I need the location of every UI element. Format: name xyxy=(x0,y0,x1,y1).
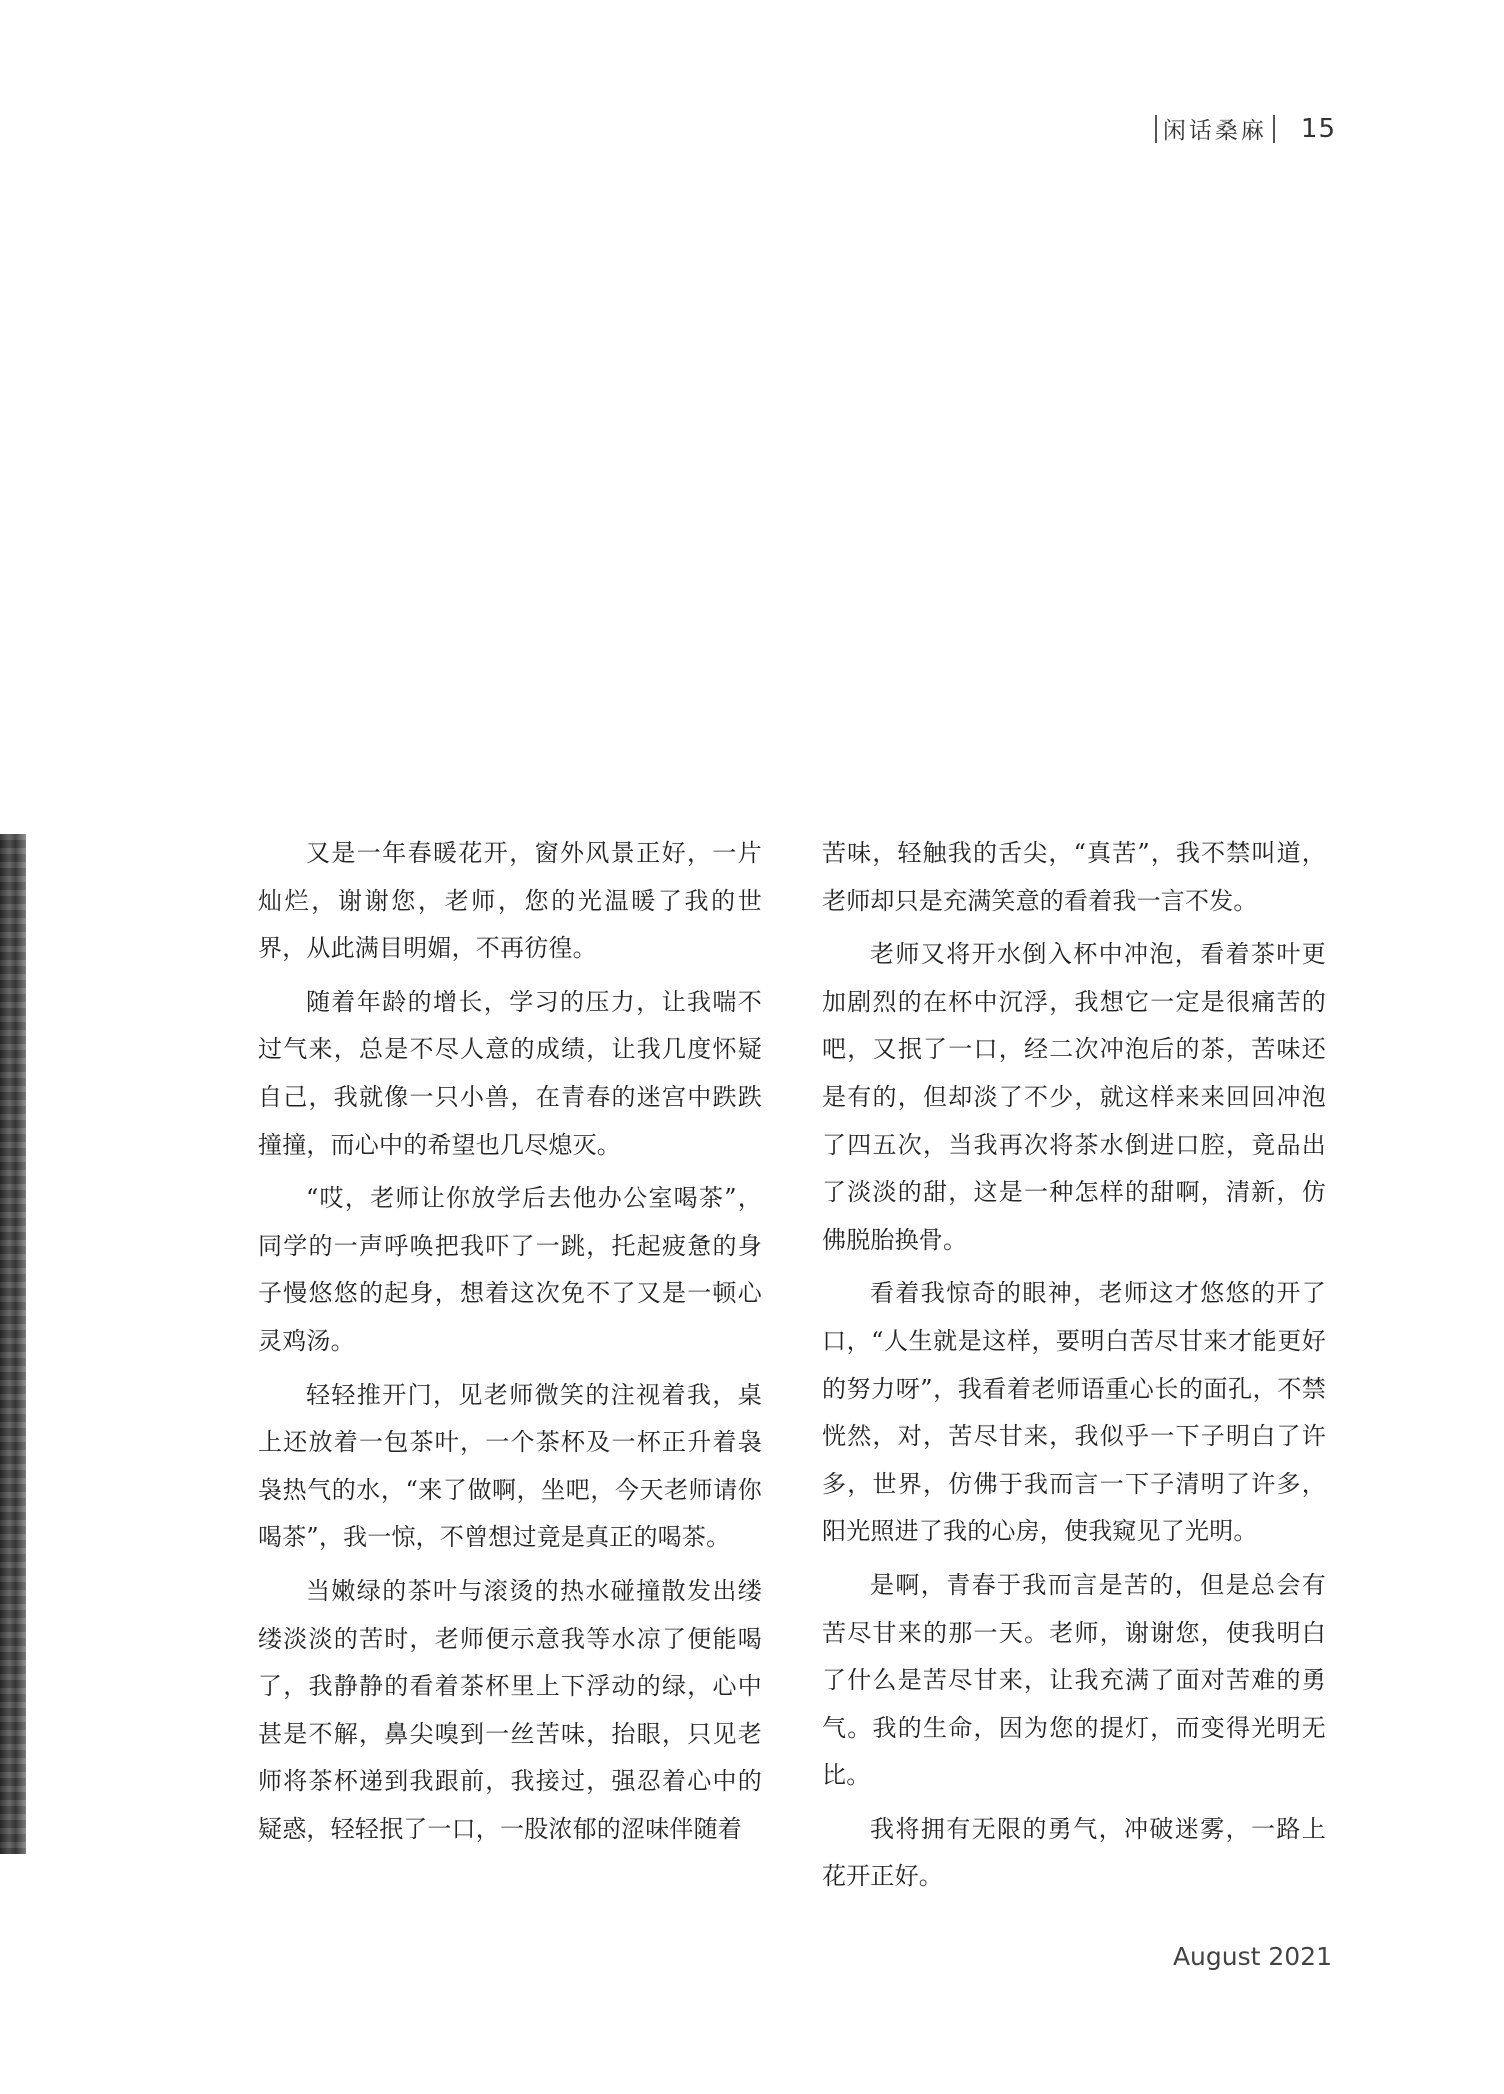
paragraph: 当嫩绿的茶叶与滚烫的热水碰撞散发出缕缕淡淡的苦时，老师便示意我等水凉了便能喝了，我静静的看着茶杯里上下浮动的绿，心中甚是不解，鼻尖嗅到一丝苦味，抬眼，只见老师将茶杯递到我跟前，我接过，强忍着心中的疑惑，轻轻抿了一口，一股浓郁的涩味伴随着 xyxy=(258,1576,762,1843)
paragraph: 老师又将开水倒入杯中冲泡，看着茶叶更加剧烈的在杯中沉浮，我想它一定是很痛苦的吧，又抿了一口，经二次冲泡后的茶，苦味还是有的，但却淡了不少，就这样来来回回冲泡了四五次，当我再次将茶水倒进口腔，竟品出了淡淡的甜，这是一种怎样的甜啊，清新，仿佛脱胎换骨。 xyxy=(822,940,1326,1254)
page-number: 15 xyxy=(1300,113,1336,144)
section-title: 闲话桑麻 xyxy=(1162,118,1267,144)
header-divider-left xyxy=(1155,115,1157,143)
article-column-left xyxy=(258,830,762,1859)
paragraph-continuation: 苦味，轻触我的舌尖，“真苦”，我不禁叫道，老师却只是充满笑意的看着我一言不发。 xyxy=(822,839,1326,915)
paragraph: 看着我惊奇的眼神，老师这才悠悠的开了口，“人生就是这样，要明白苦尽甘来才能更好的努力呀”，我看着老师语重心长的面孔，不禁恍然，对，苦尽甘来，我似乎一下子明白了许多，世界，仿佛于我而言一下子清明了许多，阳光照进了我的心房，使我窥见了光明。 xyxy=(822,1279,1326,1546)
paragraph: 又是一年春暖花开，窗外风景正好，一片灿烂，谢谢您，老师，您的光温暖了我的世界，从此满目明媚，不再彷徨。 xyxy=(258,839,762,963)
paragraph: 随着年龄的增长，学习的压力，让我喘不过气来，总是不尽人意的成绩，让我几度怀疑自己，我就像一只小兽，在青春的迷宫中跌跌撞撞，而心中的希望也几尽熄灭。 xyxy=(258,987,762,1159)
photo-edge-strip xyxy=(0,834,26,1854)
article-column-right xyxy=(822,830,1326,1907)
paragraph: 我将拥有无限的勇气，冲破迷雾，一路上花开正好。 xyxy=(822,1814,1326,1891)
paragraph: “哎，老师让你放学后去他办公室喝茶”，同学的一声呼唤把我吓了一跳，托起疲惫的身子慢悠悠的起身，想着这次免不了又是一顿心灵鸡汤。 xyxy=(258,1184,762,1355)
paragraph: 是啊，青春于我而言是苦的，但是总会有苦尽甘来的那一天。老师，谢谢您，使我明白了什么是苦尽甘来，让我充满了面对苦难的勇气。我的生命，因为您的提灯，而变得光明无比。 xyxy=(822,1570,1326,1790)
running-header xyxy=(1149,112,1336,145)
header-divider-right xyxy=(1273,115,1275,143)
paragraph: 轻轻推开门，见老师微笑的注视着我，桌上还放着一包茶叶，一个茶杯及一杯正升着袅袅热气的水，“来了做啊，坐吧，今天老师请你喝茶”，我一惊，不曾想过竟是真正的喝茶。 xyxy=(258,1380,762,1552)
issue-date: August 2021 xyxy=(1172,1942,1332,1971)
